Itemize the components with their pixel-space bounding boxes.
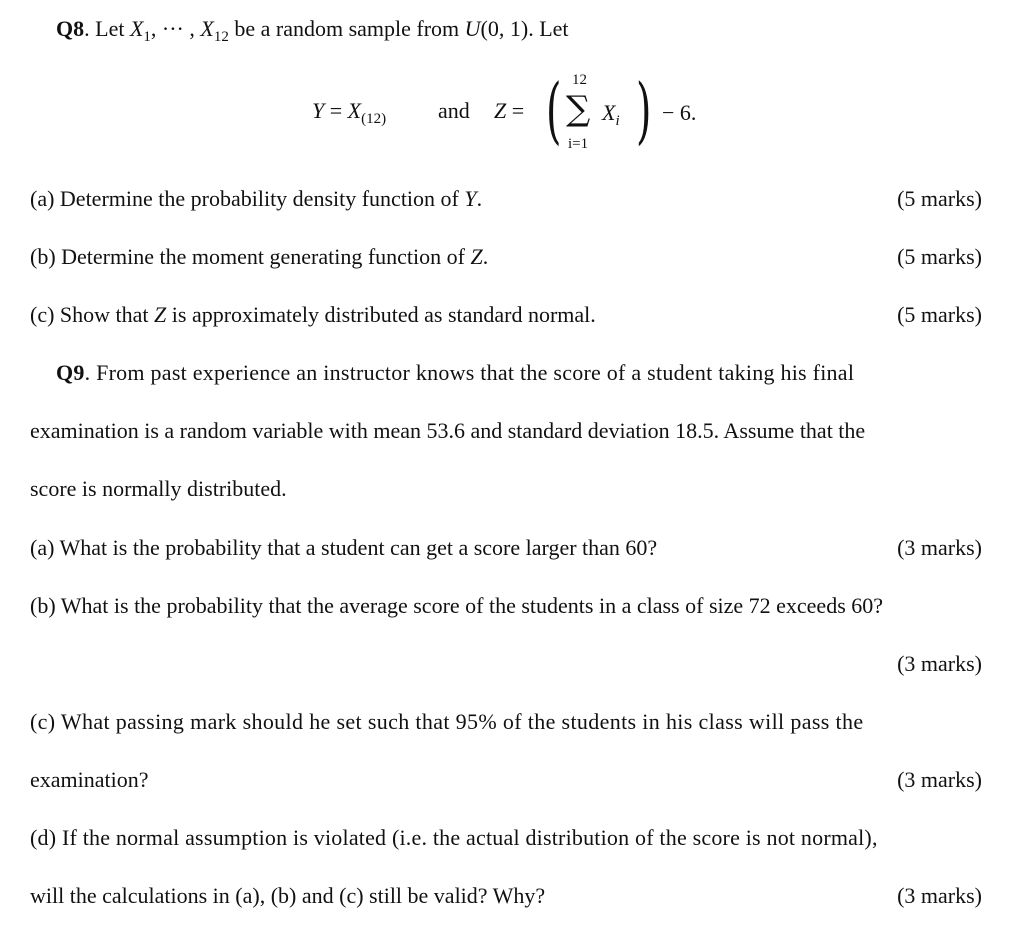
eq-z-lhs-group [494,98,524,124]
q8-x-var-2: X [200,16,214,41]
eq-sum-lower: i=1 [568,136,589,152]
q8-part-b [30,242,982,272]
q9-part-d-marks: (3 marks) [897,883,982,908]
q8-intro [56,14,982,44]
q8-intro-text-3: . Let [528,16,569,41]
q8-part-c [30,300,982,330]
eq-sum-symbol: ∑ [566,89,591,129]
q9-part-c-line-2: examination? [30,767,149,792]
q8-part-a [30,184,982,214]
eq-and-word: and [438,98,470,123]
q9-line-3: score is normally distributed. [30,476,287,501]
q8-intro-text-1: . Let [84,16,130,41]
q8-part-c-marks: (5 marks) [897,302,982,327]
q9-line-1-text: . From past experience an instructor knows that the score of a student taking his final [84,360,855,385]
q9-part-c-line-1: (c) What passing mark should he set such that 95% of the students in his class will pass the [30,709,864,734]
q9-part-b-marks: (3 marks) [897,651,982,676]
q8-part-c-suffix: is approximately distributed as standard normal. [166,302,596,327]
eq-summand: X [602,100,616,125]
q8-sub-12: 12 [213,29,229,45]
q8-equation [300,70,720,160]
q8-part-a-prefix: (a) Determine the probability density function of [30,186,465,211]
eq-y-lhs-group [312,98,387,127]
q8-part-b-suffix: . [482,244,489,269]
eq-equals-2: = [506,98,525,123]
q9-part-a: (a) What is the probability that a student can get a score larger than 60? [30,535,658,560]
eq-right-paren: ) [636,68,652,152]
q9-line-2: examination is a random variable with mean 53.6 and standard deviation 18.5. Assume that the [30,418,866,443]
q9-part-a-marks: (3 marks) [897,535,982,560]
q8-part-b-marks: (5 marks) [897,244,982,269]
eq-z-lhs: Z [494,98,507,123]
eq-summand-group [602,100,620,129]
eq-summand-sub: i [615,113,620,129]
eq-x-order: X [347,98,362,123]
q8-intro-text-2: be a random sample from [228,16,465,41]
q8-part-a-var: Y [464,186,477,211]
eq-left-paren: ( [546,68,562,152]
eq-y-lhs: Y [312,98,325,123]
q9-part-d-line-1: (d) If the normal assumption is violated (i.e. the actual distribution of the score is not normal), [30,825,878,850]
eq-order-sub: (12) [361,111,387,127]
q8-label: Q8 [56,16,85,41]
eq-equals-1: = [324,98,348,123]
q8-dots: , ··· , [150,16,201,41]
q8-part-a-marks: (5 marks) [897,186,982,211]
q9-part-b: (b) What is the probability that the average score of the students in a class of size 72 exceeds 60? [30,593,884,618]
q8-sub-1: 1 [143,29,151,45]
q8-part-a-suffix: . [476,186,483,211]
q9-part-d-line-2: will the calculations in (a), (b) and (c) still be valid? Why? [30,883,546,908]
q8-x-var: X [129,16,144,41]
q8-part-c-var: Z [154,302,167,327]
q8-dist-args: (0, 1) [480,16,529,41]
q8-part-c-prefix: (c) Show that [30,302,155,327]
q8-dist-u: U [464,16,481,41]
q9-line-1 [56,358,982,388]
q9-part-c-marks: (3 marks) [897,767,982,792]
eq-sum-upper: 12 [572,72,587,88]
q8-part-b-prefix: (b) Determine the moment generating function of [30,244,471,269]
eq-tail: − 6. [662,100,697,125]
q9-label: Q9 [56,360,85,385]
q8-part-b-var: Z [470,244,483,269]
